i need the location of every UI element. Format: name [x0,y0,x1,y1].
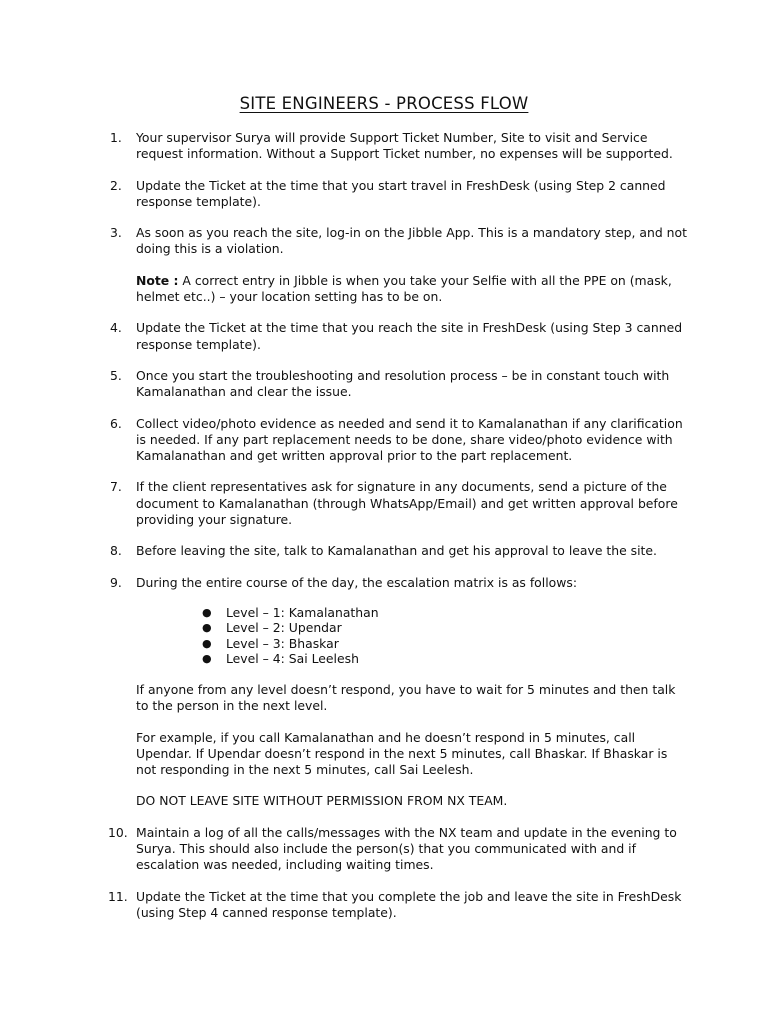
step-text: If the client representatives ask for signature in any documents, send a picture of the document to Kamalanathan (through WhatsApp/Email) and get written approval before providing your signature. [136,479,678,528]
note-label: Note : [136,272,179,288]
step-text: Collect video/photo evidence as needed and send it to Kamalanathan if any clarification is needed. If any part replacement needs to be done, share video/photo evidence with Kamalanathan and get written approval prior to the part replacement. [136,415,683,464]
step-number: 10. [108,824,128,840]
step-number: 11. [108,888,128,904]
step-item-2 [110,178,690,211]
escalation-rule-paragraph: If anyone from any level doesn’t respond, you have to wait for 5 minutes and then talk to the person in the next level. [136,681,676,714]
step-item-9 [110,575,690,810]
document-title-text: SITE ENGINEERS - PROCESS FLOW [239,94,529,113]
bullet-icon: ● [202,636,212,650]
step-number: 5. [110,367,122,383]
step-item-10 [110,825,690,874]
step-number: 1. [110,130,122,145]
step-text: Maintain a log of all the calls/messages with the NX team and update in the evening to Surya. This should also include the person(s) that you communicated with and if escalation was needed, including waiting times. [136,824,677,873]
escalation-level-item [202,636,690,652]
escalation-level-text: Level – 3: Bhaskar [226,635,339,651]
step-text: Update the Ticket at the time that you complete the job and leave the site in FreshDesk (using Step 4 canned response template). [136,888,682,920]
step-text: As soon as you reach the site, log-in on the Jibble App. This is a mandatory step, and not doing this is a violation. [136,225,687,257]
step-item-11 [110,889,690,922]
step-item-4 [110,320,690,353]
step-note [136,273,690,306]
step-text: Your supervisor Surya will provide Support Ticket Number, Site to visit and Service request information. Without a Support Ticket number, no expenses will be supported. [136,130,673,162]
step-number: 8. [110,543,122,559]
step-number: 2. [110,177,122,193]
step-text: Once you start the troubleshooting and resolution process – be in constant touch with Kamalanathan and clear the issue. [136,367,670,400]
escalation-level-text: Level – 1: Kamalanathan [226,604,379,620]
step-number: 9. [110,574,122,590]
escalation-level-item [202,651,690,667]
escalation-level-text: Level – 4: Sai Leelesh [226,651,359,667]
bullet-icon: ● [202,621,212,635]
step-item-3 [110,225,690,305]
step-number: 3. [110,225,122,241]
step-number: 6. [110,415,122,431]
escalation-level-text: Level – 2: Upendar [226,620,342,636]
step-item-6 [110,416,690,465]
bullet-icon: ● [202,605,212,619]
escalation-level-item [202,605,690,621]
note-text: A correct entry in Jibble is when you take your Selfie with all the PPE on (mask, helmet etc..) – your location setting has to be on. [136,272,672,305]
step-item-5 [110,368,690,401]
step-number: 4. [110,320,122,336]
step-number: 7. [110,479,122,495]
permission-warning: DO NOT LEAVE SITE WITHOUT PERMISSION FROM NX TEAM. [136,793,508,809]
document-title [0,93,768,115]
bullet-icon: ● [202,652,212,666]
escalation-level-item [202,620,690,636]
escalation-example-paragraph: For example, if you call Kamalanathan and he doesn’t respond in 5 minutes, call Upendar. If Upendar doesn’t respond in the next 5 minutes, call Bhaskar. If Bhaskar is not responding in the next 5 minutes, call Sai Leelesh. [136,729,668,778]
step-item-1 [110,130,690,163]
step-item-7 [110,479,690,528]
step-text: Update the Ticket at the time that you start travel in FreshDesk (using Step 2 canned response template). [136,177,666,209]
step-item-8 [110,543,690,559]
step-text: Before leaving the site, talk to Kamalanathan and get his approval to leave the site. [136,543,657,559]
step-text: During the entire course of the day, the escalation matrix is as follows: [136,574,577,590]
step-text: Update the Ticket at the time that you reach the site in FreshDesk (using Step 3 canned response template). [136,320,683,352]
process-steps-list [110,130,690,936]
escalation-matrix-list [136,605,690,667]
